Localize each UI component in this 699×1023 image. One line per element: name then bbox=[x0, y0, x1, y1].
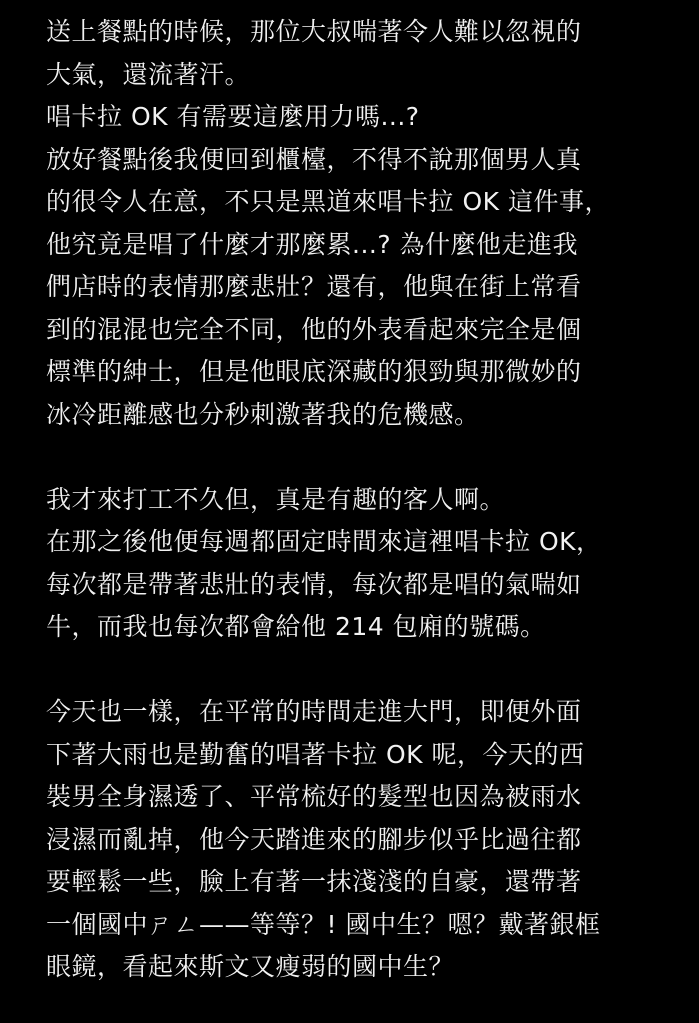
text-line: 今天也一樣，在平常的時間走進大門，即便外面 bbox=[46, 697, 582, 726]
text-line: 送上餐點的時候，那位大叔喘著令人難以忽視的 bbox=[46, 17, 582, 46]
text-line: 下著大雨也是勤奮的唱著卡拉 OK 呢，今天的西 bbox=[46, 739, 585, 769]
text-line: 眼鏡，看起來斯文又瘦弱的國中生？ bbox=[46, 952, 455, 981]
paragraph-2 bbox=[46, 479, 666, 649]
paragraph-3 bbox=[46, 691, 666, 989]
text-line: 到的混混也完全不同，他的外表看起來完全是個 bbox=[46, 314, 582, 344]
paragraph-spacer bbox=[46, 436, 666, 479]
story-text bbox=[46, 11, 666, 989]
text-line: 們店時的表情那麼悲壯？還有，他與在街上常看 bbox=[46, 272, 582, 301]
text-line: 放好餐點後我便回到櫃檯，不得不說那個男人真 bbox=[46, 144, 582, 174]
text-line: 標準的紳士，但是他眼底深藏的狠勁與那微妙的 bbox=[46, 357, 582, 386]
text-line: 牛，而我也每次都會給他 214 包廂的號碼。 bbox=[46, 612, 546, 641]
text-line: 每次都是帶著悲壯的表情，每次都是唱的氣喘如 bbox=[46, 569, 582, 599]
text-line: 大氣，還流著汗。 bbox=[46, 59, 251, 89]
text-line: 裝男全身濕透了、平常梳好的髮型也因為被雨水 bbox=[46, 782, 582, 811]
text-line: 在那之後他便每週都固定時間來這裡唱卡拉 OK， bbox=[46, 527, 602, 556]
text-line: 我才來打工不久但，真是有趣的客人啊。 bbox=[46, 484, 506, 514]
text-line: 浸濕而亂掉，他今天踏進來的腳步似乎比過往都 bbox=[46, 824, 582, 854]
paragraph-1 bbox=[46, 11, 666, 436]
text-line: 他究竟是唱了什麼才那麼累...? 為什麼他走進我 bbox=[46, 229, 579, 259]
paragraph-spacer bbox=[46, 649, 666, 692]
text-line: 冰冷距離感也分秒刺激著我的危機感。 bbox=[46, 399, 480, 429]
text-line: 一個國中ㄕㄥ——等等？! 國中生？嗯？戴著銀框 bbox=[46, 909, 601, 939]
text-line: 要輕鬆一些，臉上有著一抹淺淺的自豪，還帶著 bbox=[46, 867, 582, 896]
text-line: 唱卡拉 OK 有需要這麼用力嗎...? bbox=[46, 102, 420, 131]
text-line: 的很令人在意，不只是黑道來唱卡拉 OK 這件事， bbox=[46, 187, 610, 216]
